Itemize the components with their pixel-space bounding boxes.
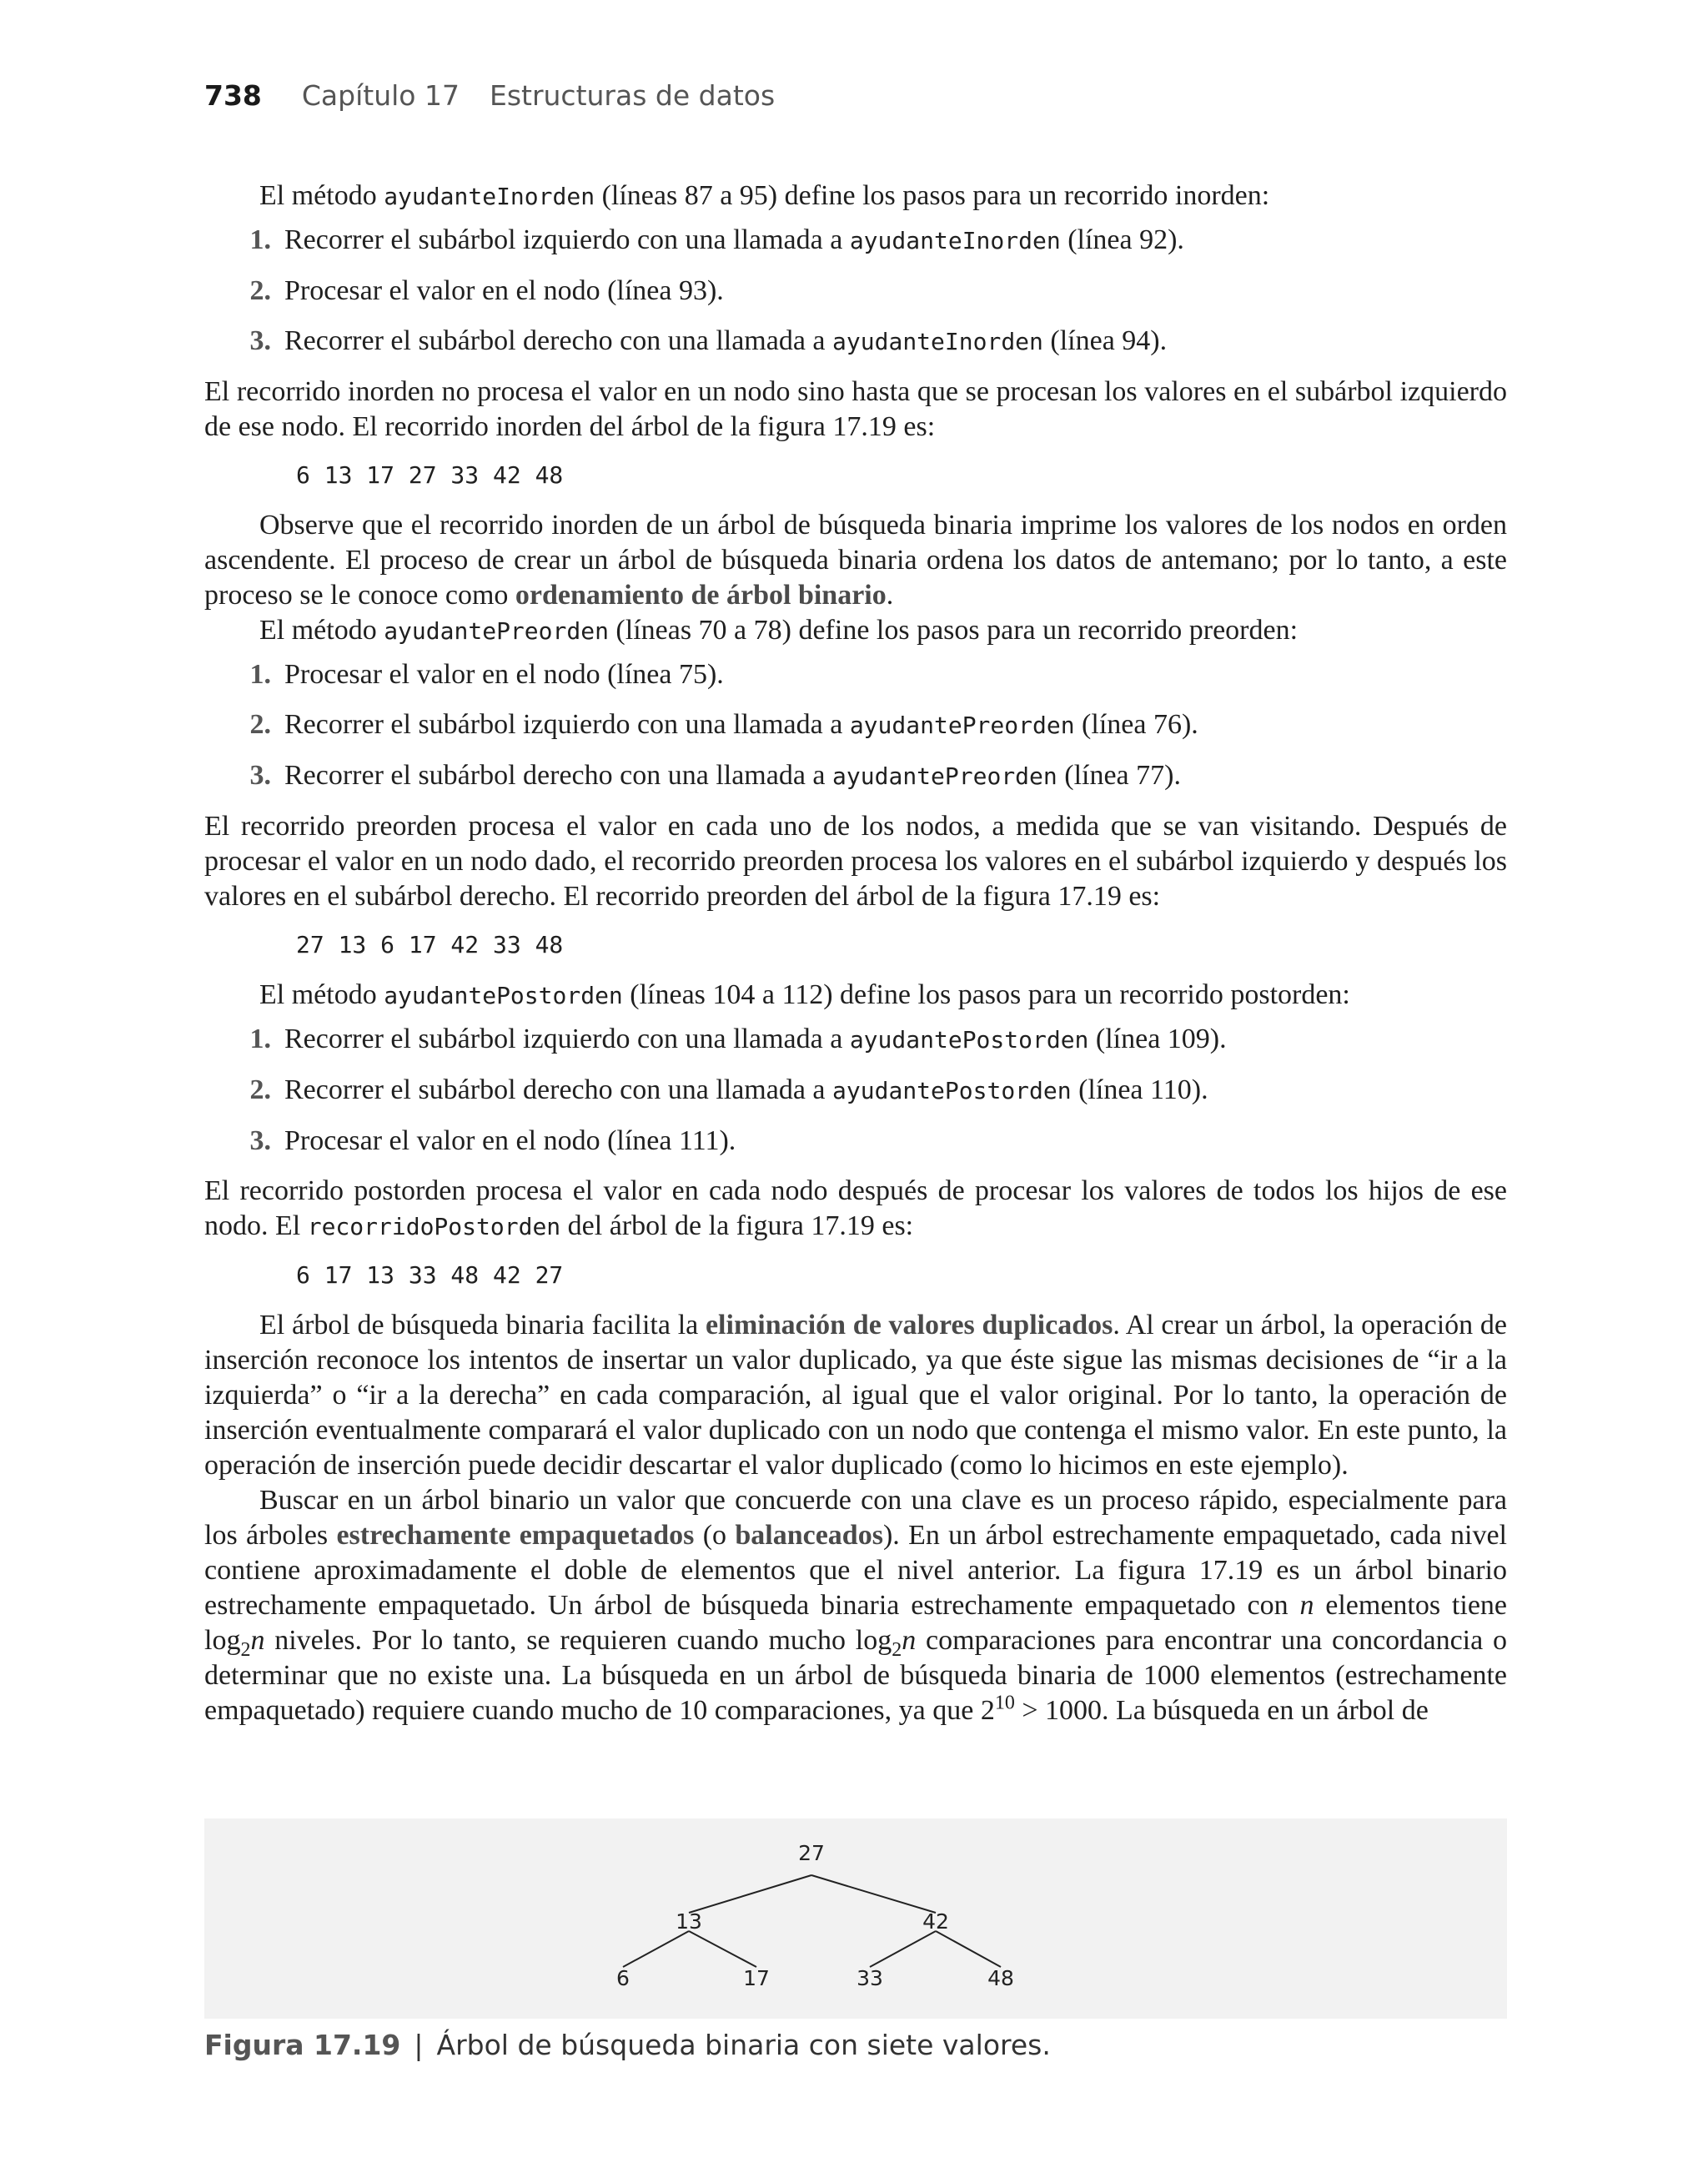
list-item: 3. Procesar el valor en el nodo (línea 111). [249,1125,736,1156]
list-item: 3. Recorrer el subárbol derecho con una llamada a ayudantePreorden (línea 77). [249,760,1181,791]
postorder-steps [204,1022,1507,1159]
edge-13-6 [623,1931,689,1967]
edge-27-42 [811,1875,936,1913]
preorder-description: El recorrido preorden procesa el valor en cada uno de los nodos, a medida que se van visitando. Después de procesar el valor en un nodo dado, el recorrido preorden procesa los valores en el subárbol izquierdo y después los valores en el subárbol derecho. El recorrido preorden del árbol de la figura 17.19 es: [204,811,1507,912]
caption-separator: | [414,2029,424,2061]
page-number: 738 [204,79,262,112]
inorder-description: El recorrido inorden no procesa el valor en un nodo sino hasta que se procesan los valores en el subárbol izquierdo de ese nodo. El recorrido inorden del árbol de la figura 17.19 es: [204,376,1507,442]
list-item: 1. Recorrer el subárbol izquierdo con una llamada a ayudanteInorden (línea 92). [249,224,1184,255]
postorder-intro: El método ayudantePostorden (líneas 104 a 112) define los pasos para un recorrido postorden: [259,979,1350,1010]
chapter-label: Capítulo 17 [301,79,460,112]
list-item: 1. Recorrer el subárbol izquierdo con una llamada a ayudantePostorden (línea 109). [249,1024,1227,1054]
figure-caption [204,2029,1051,2061]
list-item: 2. Recorrer el subárbol derecho con una llamada a ayudantePostorden (línea 110). [249,1074,1208,1105]
tree-node-root: 27 [798,1841,825,1865]
tree-figure [204,1818,1507,2019]
tree-node: 42 [922,1909,949,1934]
list-item: 2. Recorrer el subárbol izquierdo con una llamada a ayudantePreorden (línea 76). [249,709,1198,740]
caption-text: Árbol de búsqueda binaria con siete valores. [436,2029,1051,2061]
preorder-output: 27 13 6 17 42 33 48 [296,931,564,958]
inorder-observation: Observe que el recorrido inorden de un árbol de búsqueda binaria imprime los valores de los nodos en orden ascendente. El proceso de crear un árbol de búsqueda binaria ordena los datos de antemano; por lo tanto, a este proceso se le conoce como ordenamiento de árbol binario. [204,510,1507,611]
tree-node: 33 [857,1966,883,1990]
chapter-title: Estructuras de datos [489,79,776,112]
inorder-output: 6 13 17 27 33 42 48 [296,461,564,489]
figure-label: Figura 17.19 [204,2029,401,2061]
list-item: 1. Procesar el valor en el nodo (línea 75). [249,659,724,690]
list-item: 2. Procesar el valor en el nodo (línea 93). [249,275,724,306]
body-text [204,179,1507,1728]
postorder-output: 6 17 13 33 48 42 27 [296,1261,564,1289]
tree-node: 17 [743,1966,770,1990]
binary-tree-diagram [204,1818,1507,2019]
tree-node: 6 [616,1966,630,1990]
postorder-description: El recorrido postorden procesa el valor en cada nodo después de procesar los valores de todos los hijos de ese nodo. El recorridoPostorden del árbol de la figura 17.19 es: [204,1175,1507,1241]
preorder-intro: El método ayudantePreorden (líneas 70 a 78) define los pasos para un recorrido preorden: [259,615,1299,646]
edge-42-48 [936,1931,1001,1967]
edge-13-17 [689,1931,756,1967]
edge-27-13 [689,1875,811,1913]
inorder-intro: El método ayudanteInorden (líneas 87 a 95) define los pasos para un recorrido inorden: [259,180,1270,211]
preorder-steps [204,657,1507,794]
tree-node: 13 [676,1909,702,1934]
edge-42-33 [870,1931,936,1967]
list-item: 3. Recorrer el subárbol derecho con una llamada a ayudanteInorden (línea 94). [249,325,1168,356]
duplicates-paragraph: El árbol de búsqueda binaria facilita la eliminación de valores duplicados. Al crear un árbol, la operación de inserción reconoce los intentos de insertar un valor duplicado, ya que éste sigue las mismas decisiones de “ir a la izquierda” o “ir a la derecha” en cada comparación, al igual que el valor original. Por lo tanto, la operación de inserción eventualmente comparará el valor duplicado con un nodo que contenga el mismo valor. En este punto, la operación de inserción puede decidir descartar el valor duplicado (como lo hicimos en este ejemplo). [204,1310,1507,1481]
page-header [204,79,775,112]
inorder-steps [204,223,1507,360]
search-paragraph: Buscar en un árbol binario un valor que concuerde con una clave es un proceso rápido, especialmente para los árboles estrechamente empaquetados (o balanceados). En un árbol estrechamente empaquetado, cada nivel contiene aproximadamente el doble de elementos que el nivel anterior. La figura 17.19 es un árbol binario estrechamente empaquetado. Un árbol de búsqueda binaria estrechamente empaquetado con n elementos tiene $\log_2n$ niveles. Por lo tanto, se requieren cuando mucho $\log_2n$ comparaciones para encontrar una concordancia o determinar que no existe una. La búsqueda en un árbol de búsqueda binaria de 1000 elementos (estrechamente empaquetado) requiere cuando mucho de 10 comparaciones, ya que $2^{10} > 1000$. La búsqueda en un árbol de [204,1485,1508,1726]
tree-node: 48 [987,1966,1014,1990]
